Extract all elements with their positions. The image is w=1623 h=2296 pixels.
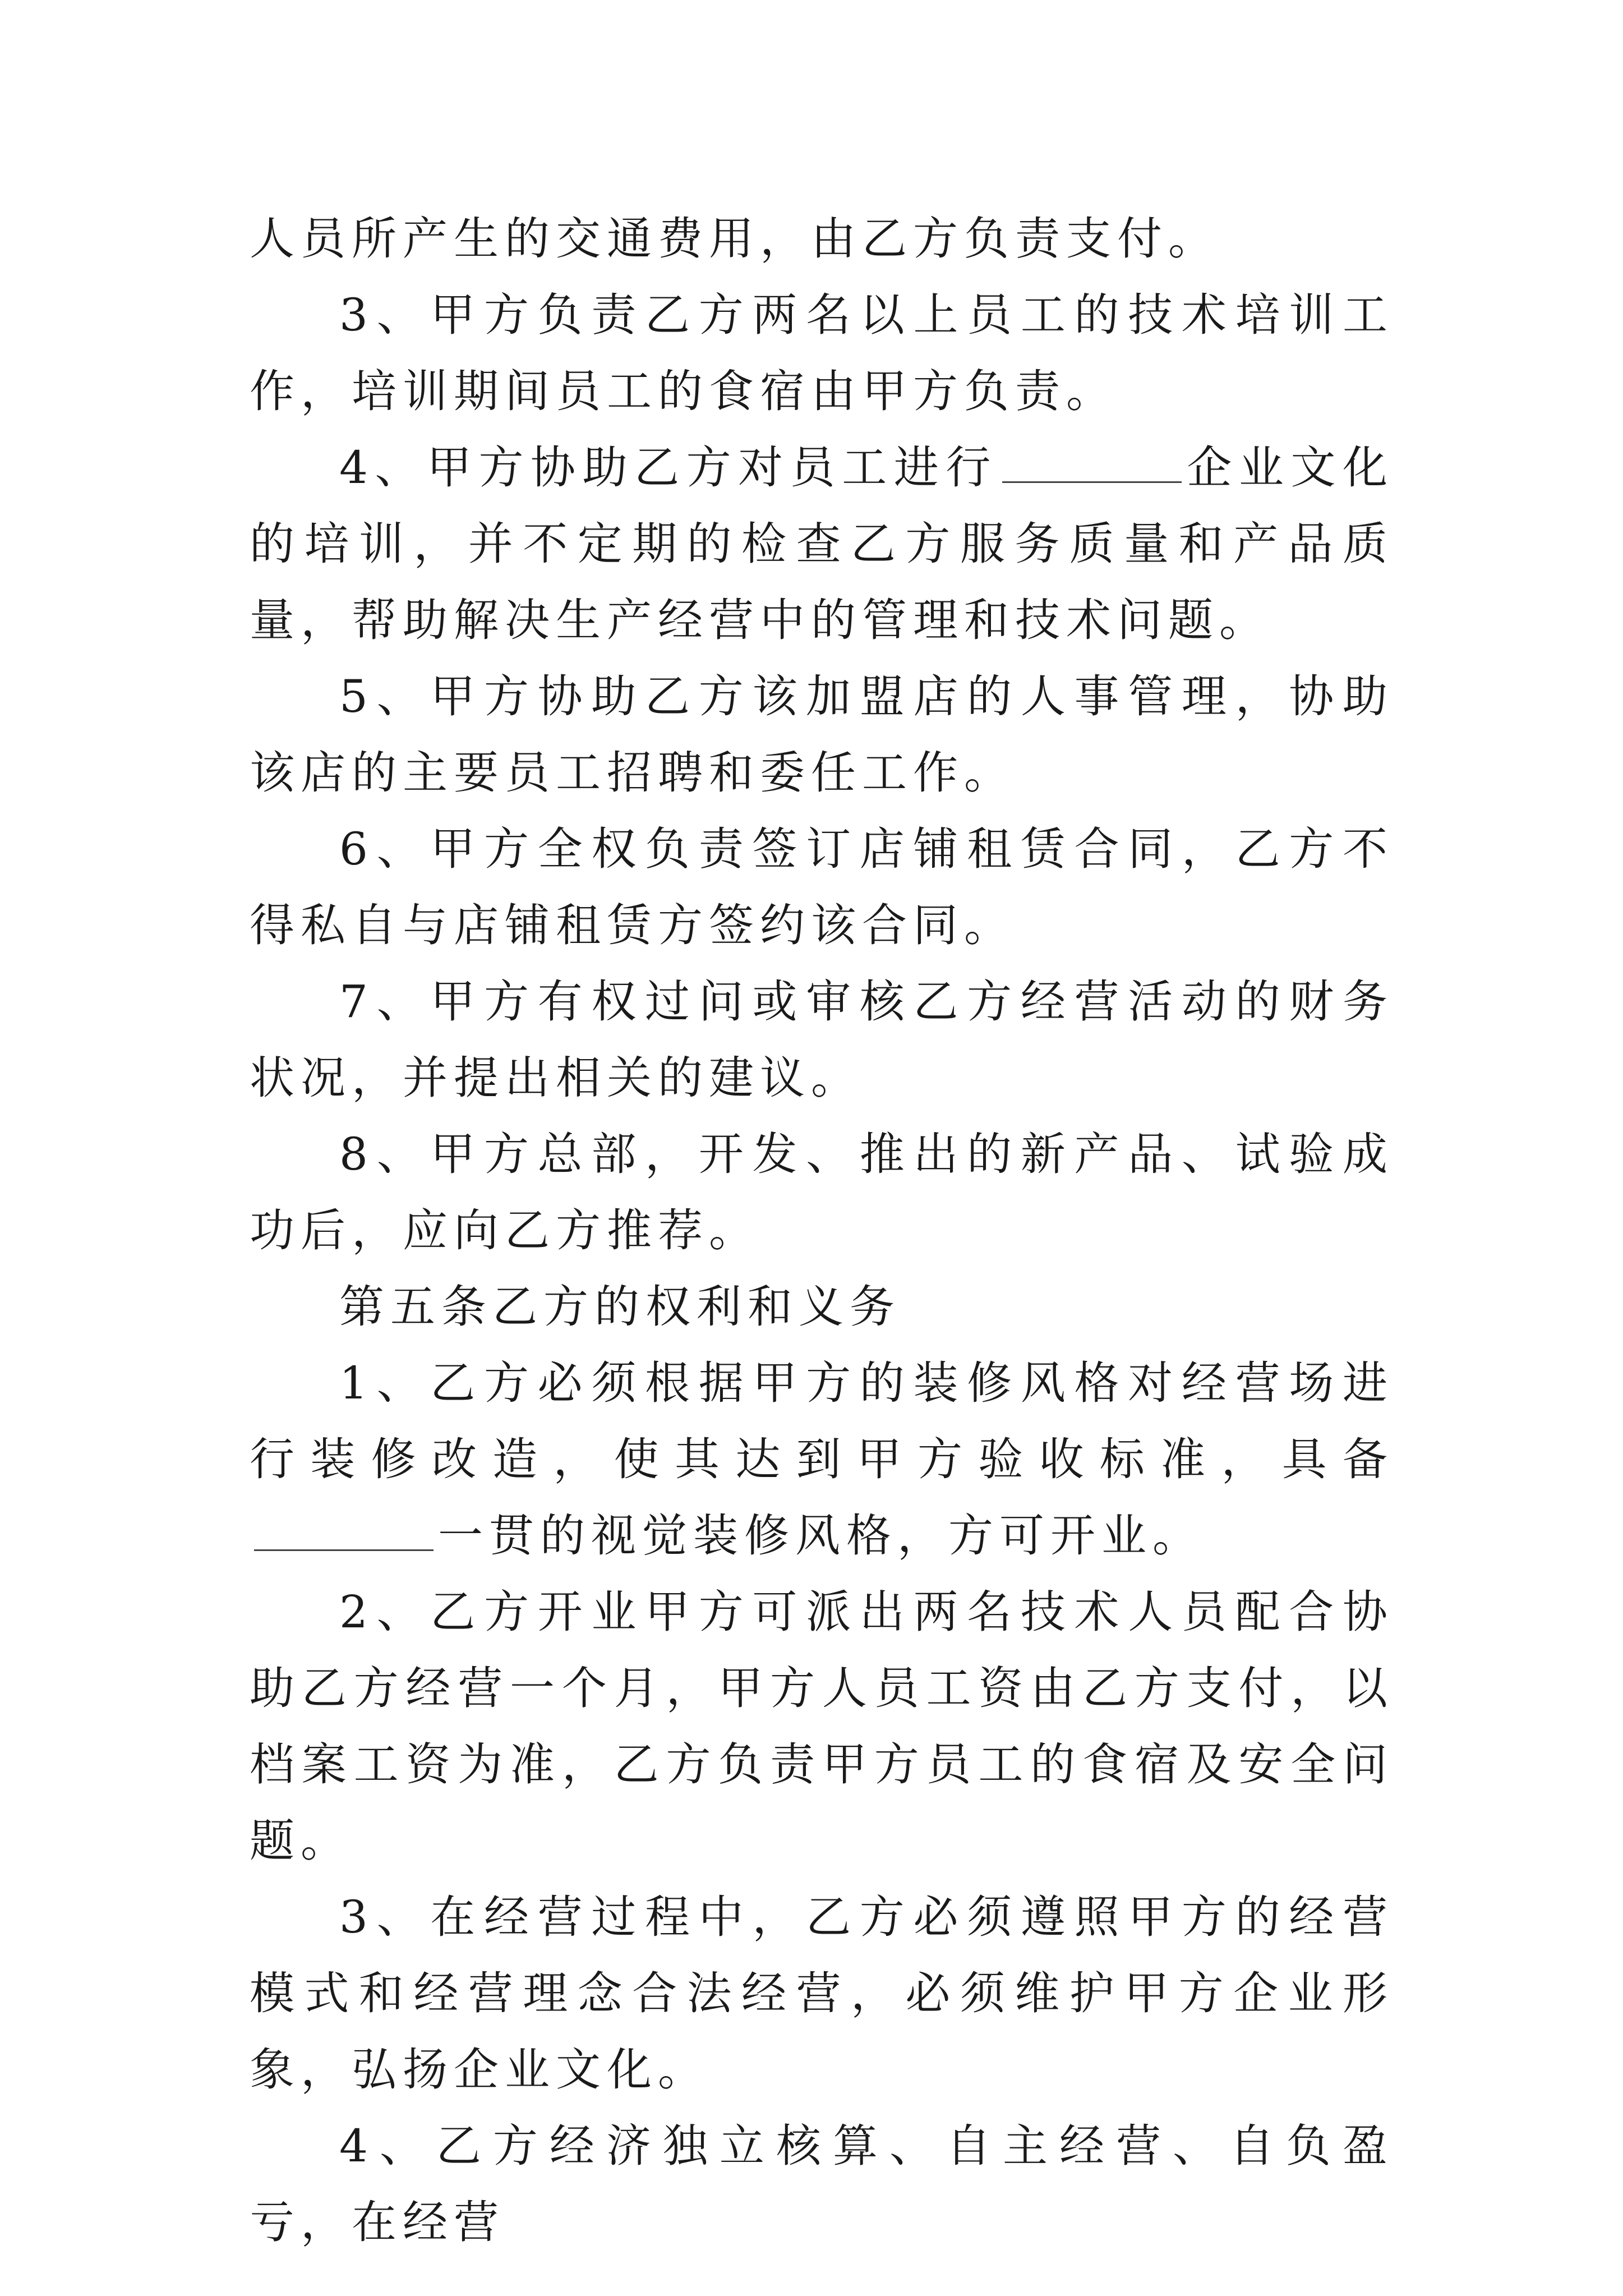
- paragraph-text-after-blank: 企业文化的培训，并不定期的检查乙方服务质量和产品质量，帮助解决生产经营中的管理和技术问题。: [250, 441, 1394, 646]
- paragraph-6: [250, 1116, 1394, 1269]
- paragraph-11: [250, 2108, 1394, 2261]
- paragraph-text-before-blank: 4、甲方协助乙方对员工进行: [339, 441, 998, 494]
- paragraph-10: [250, 1879, 1394, 2108]
- paragraph-4: [250, 811, 1394, 964]
- paragraph-1: [250, 277, 1394, 430]
- section-heading-text: 第五条乙方的权利和义务: [339, 1281, 901, 1333]
- fill-in-blank: [254, 1510, 434, 1551]
- paragraph-9: [250, 1574, 1394, 1879]
- paragraph-text-before-blank: 1、乙方必须根据甲方的装修风格对经营场进行装修改造，使其达到甲方验收标准，具备: [250, 1357, 1394, 1485]
- paragraph-text: 人员所产生的交通费用，由乙方负责支付。: [250, 213, 1219, 265]
- paragraph-8: [250, 1345, 1394, 1574]
- fill-in-blank: [1002, 442, 1182, 483]
- paragraph-2: [250, 430, 1394, 659]
- section-heading: [250, 1269, 1394, 1345]
- paragraph-text: 6、甲方全权负责签订店铺租赁合同，乙方不得私自与店铺租赁方签约该合同。: [250, 823, 1394, 951]
- paragraph-text-after-blank: 一贯的视觉装修风格，方可开业。: [438, 1510, 1204, 1562]
- paragraph-3: [250, 659, 1394, 811]
- paragraph-text: 3、在经营过程中，乙方必须遵照甲方的经营模式和经营理念合法经营，必须维护甲方企业形象，弘扬企业文化。: [250, 1891, 1394, 2096]
- paragraph-text: 5、甲方协助乙方该加盟店的人事管理，协助该店的主要员工招聘和委任工作。: [250, 670, 1394, 799]
- document-body: [250, 201, 1394, 2261]
- paragraph-text: 4、乙方经济独立核算、自主经营、自负盈亏，在经营: [250, 2120, 1394, 2248]
- paragraph-5: [250, 964, 1394, 1116]
- paragraph-0: [250, 201, 1394, 277]
- paragraph-text: 7、甲方有权过问或审核乙方经营活动的财务状况，并提出相关的建议。: [250, 976, 1394, 1104]
- paragraph-text: 2、乙方开业甲方可派出两名技术人员配合协助乙方经营一个月，甲方人员工资由乙方支付，以档案工资为准，乙方负责甲方员工的食宿及安全问题。: [250, 1586, 1394, 1867]
- paragraph-text: 8、甲方总部，开发、推出的新产品、试验成功后，应向乙方推荐。: [250, 1128, 1394, 1257]
- paragraph-text: 3、甲方负责乙方两名以上员工的技术培训工作，培训期间员工的食宿由甲方负责。: [250, 289, 1394, 417]
